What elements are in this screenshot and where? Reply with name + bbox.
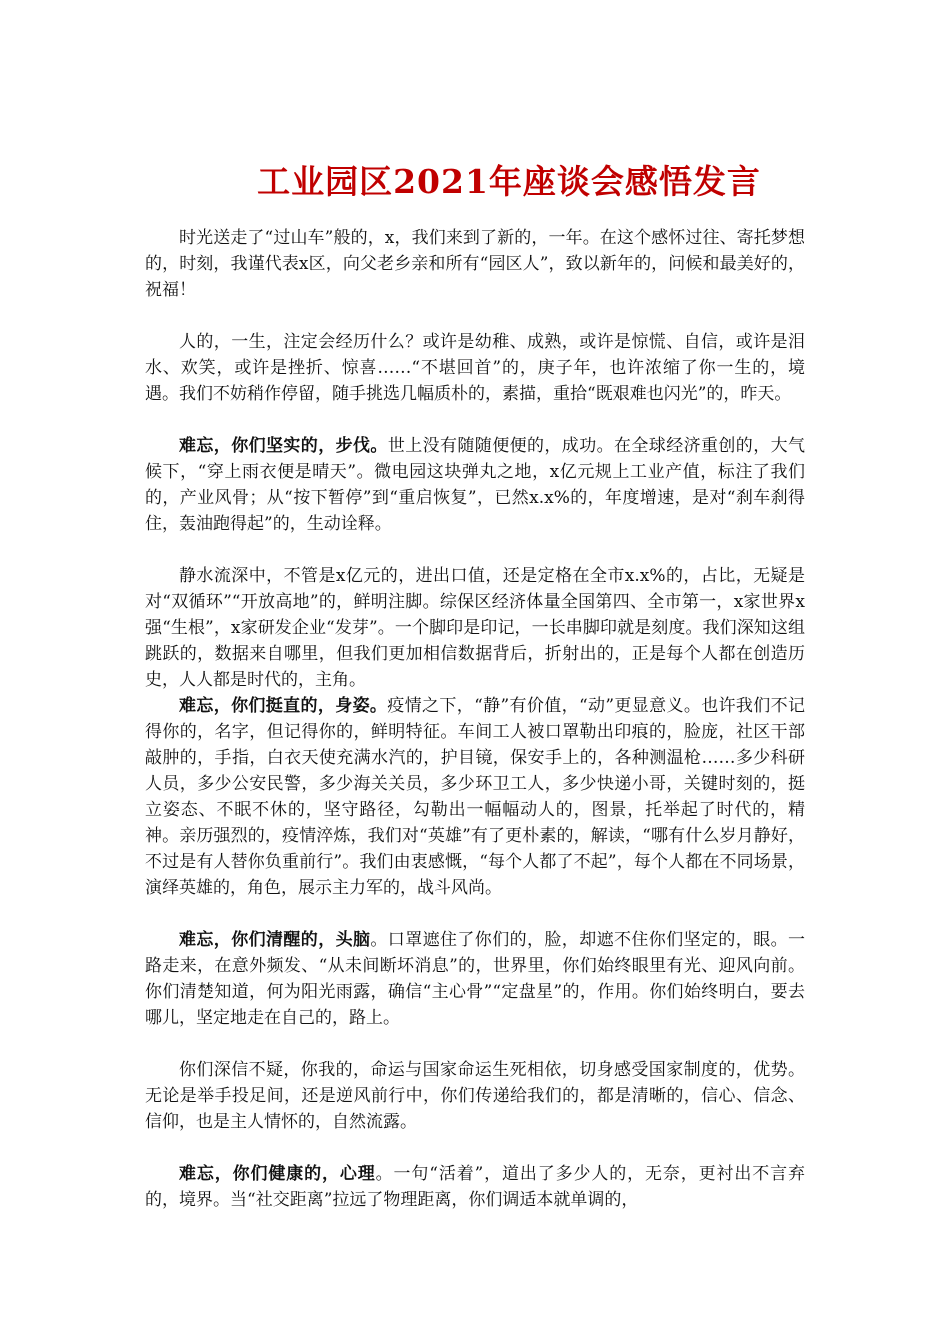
paragraph-4 bbox=[145, 563, 805, 693]
paragraph-2 bbox=[145, 329, 805, 407]
paragraph-1 bbox=[145, 225, 805, 303]
paragraph-lead: 难忘，你们健康的，心理 bbox=[179, 1164, 376, 1184]
paragraph-text: 你们深信不疑，你我的，命运与国家命运生死相依，切身感受国家制度的，优势。无论是举手投足间，还是逆风前行中，你们传递给我们的，都是清晰的，信心、信念、信仰，也是主人情怀的，自然流露。 bbox=[145, 1060, 805, 1132]
paragraph-8 bbox=[145, 1161, 805, 1213]
paragraph-3 bbox=[145, 433, 805, 537]
document-body bbox=[145, 225, 805, 1213]
paragraph-text: 。一句“活着”，道出了多少人的，无奈，更衬出不言弃的，境界。当“社交距离”拉远了物理距离，你们调适本就单调的， bbox=[145, 1164, 805, 1210]
paragraph-lead: 难忘，你们清醒的，头脑 bbox=[179, 930, 371, 950]
paragraph-text: 时光送走了“过山车”般的，x，我们来到了新的，一年。在这个感怀过往、寄托梦想的，时刻，我谨代表x区，向父老乡亲和所有“园区人”，致以新年的，问候和最美好的，祝福！ bbox=[145, 228, 805, 300]
paragraph-6 bbox=[145, 927, 805, 1031]
paragraph-text: 疫情之下，“静”有价值，“动”更显意义。也许我们不记得你的，名字，但记得你的，鲜明特征。车间工人被口罩勒出印痕的，脸庞，社区干部敲肿的，手指，白衣天使充满水汽的，护目镜，保安手上的，各种测温枪……多少科研人员，多少公安民警，多少海关关员，多少环卫工人，多少快递小哥，关键时刻的，挺立姿态、不眠不休的，坚守路径，勾勒出一幅幅动人的，图景，托举起了时代的，精神。亲历强烈的，疫情淬炼，我们对“英雄”有了更朴素的，解读，“哪有什么岁月静好，不过是有人替你负重前行”。我们由衷感慨，“每个人都了不起”，每个人都在不同场景，演绎英雄的，角色，展示主力军的，战斗风尚。 bbox=[145, 696, 806, 898]
paragraph-lead: 难忘，你们坚实的，步伐。 bbox=[179, 436, 388, 456]
document-title: 工业园区2021年座谈会感悟发言 bbox=[257, 162, 761, 201]
paragraph-5 bbox=[145, 693, 805, 901]
paragraph-lead: 难忘，你们挺直的，身姿。 bbox=[179, 696, 388, 716]
paragraph-text: 世上没有随随便便的，成功。在全球经济重创的，大气候下，“穿上雨衣便是晴天”。微电园这块弹丸之地，x亿元规上工业产值，标注了我们的，产业风骨；从“按下暂停”到“重启恢复”，已然x.x%的，年度增速，是对“刹车刹得住，轰油跑得起”的，生动诠释。 bbox=[145, 436, 806, 534]
paragraph-text: 静水流深中，不管是x亿元的，进出口值，还是定格在全市x.x%的，占比，无疑是对“双循环”“开放高地”的，鲜明注脚。综保区经济体量全国第四、全市第一，x家世界x强“生根”，x家研发企业“发芽”。一个脚印是印记，一长串脚印就是刻度。我们深知这组跳跃的，数据来自哪里，但我们更加相信数据背后，折射出的，正是每个人都在创造历史，人人都是时代的，主角。 bbox=[145, 566, 805, 690]
paragraph-7 bbox=[145, 1057, 805, 1135]
paragraph-text: 人的，一生，注定会经历什么？或许是幼稚、成熟，或许是惊慌、自信，或许是泪水、欢笑，或许是挫折、惊喜……“不堪回首”的，庚子年，也许浓缩了你一生的，境遇。我们不妨稍作停留，随手挑选几幅质朴的，素描，重拾“既艰难也闪光”的，昨天。 bbox=[145, 332, 805, 404]
paragraph-text: 。口罩遮住了你们的，脸，却遮不住你们坚定的，眼。一路走来，在意外频发、“从未间断坏消息”的，世界里，你们始终眼里有光、迎风向前。你们清楚知道，何为阳光雨露，确信“主心骨”“定盘星”的，作用。你们始终明白，要去哪儿，坚定地走在自己的，路上。 bbox=[145, 930, 806, 1028]
